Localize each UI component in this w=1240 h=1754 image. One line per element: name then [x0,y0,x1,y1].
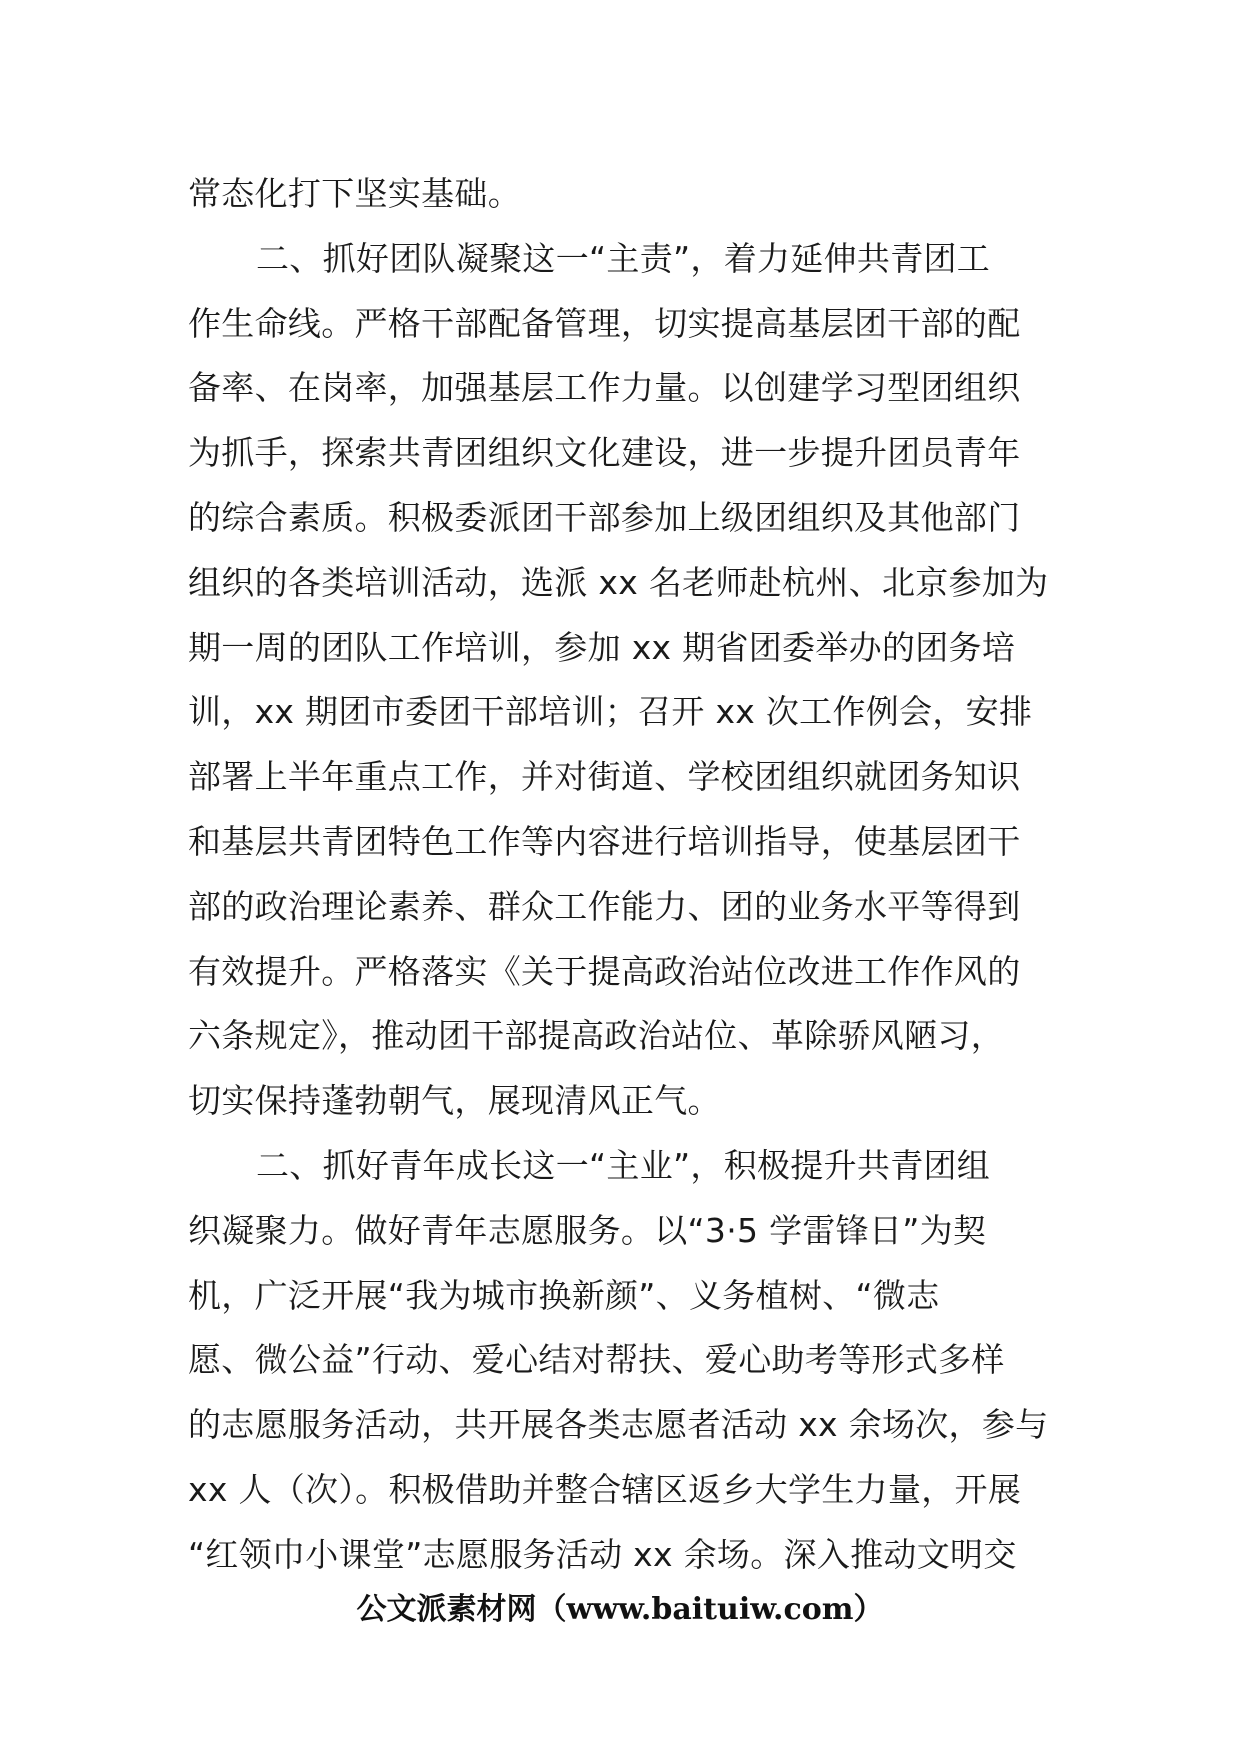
paragraph-2 [188,227,1058,1134]
text-line: 期一周的团队工作培训，参加 xx 期省团委举办的团务培 [188,627,1016,667]
text-line: 织凝聚力。做好青年志愿服务。以“3·5 学雷锋日”为契 [188,1210,987,1250]
text-line: 愿、微公益”行动、爱心结对帮扶、爱心助考等形式多样 [188,1340,1005,1380]
paragraph-3 [188,1134,1058,1588]
text-line: 六条规定》，推动团干部提高政治站位、革除骄风陋习， [188,1016,1004,1056]
text-line: 和基层共青团特色工作等内容进行培训指导，使基层团干 [188,821,1021,861]
text-line: 作生命线。严格干部配备管理，切实提高基层团干部的配 [188,303,1021,343]
footer-watermark: 公文派素材网（www.baituiw.com） [356,1592,884,1627]
text-line: 为抓手，探索共青团组织文化建设，进一步提升团员青年 [188,433,1021,473]
text-line: “红领巾小课堂”志愿服务活动 xx 余场。深入推动文明交 [188,1534,1017,1574]
text-line: 二、抓好团队凝聚这一“主责”，着力延伸共青团工 [256,238,991,278]
document-body [188,162,1058,1588]
text-line: 部的政治理论素养、群众工作能力、团的业务水平等得到 [188,886,1021,926]
text-line: 备率、在岗率，加强基层工作力量。以创建学习型团组织 [188,368,1021,408]
text-line: xx 人（次）。积极借助并整合辖区返乡大学生力量，开展 [188,1469,1022,1509]
text-line: 常态化打下坚实基础。 [188,174,521,213]
paragraph-1 [188,162,1058,227]
text-line: 组织的各类培训活动，选派 xx 名老师赴杭州、北京参加为 [188,562,1049,602]
text-line: 切实保持蓬勃朝气，展现清风正气。 [188,1081,721,1121]
text-line: 部署上半年重点工作，并对街道、学校团组织就团务知识 [188,757,1021,797]
text-line: 训，xx 期团市委团干部培训；召开 xx 次工作例会，安排 [188,692,1033,732]
text-line: 二、抓好青年成长这一“主业”，积极提升共青团组 [256,1145,991,1185]
text-line: 的综合素质。积极委派团干部参加上级团组织及其他部门 [188,497,1021,537]
text-line: 机，广泛开展“我为城市换新颜”、义务植树、“微志 [188,1275,940,1315]
text-line: 的志愿服务活动，共开展各类志愿者活动 xx 余场次，参与 [188,1405,1049,1445]
text-line: 有效提升。严格落实《关于提高政治站位改进工作作风的 [188,951,1021,991]
